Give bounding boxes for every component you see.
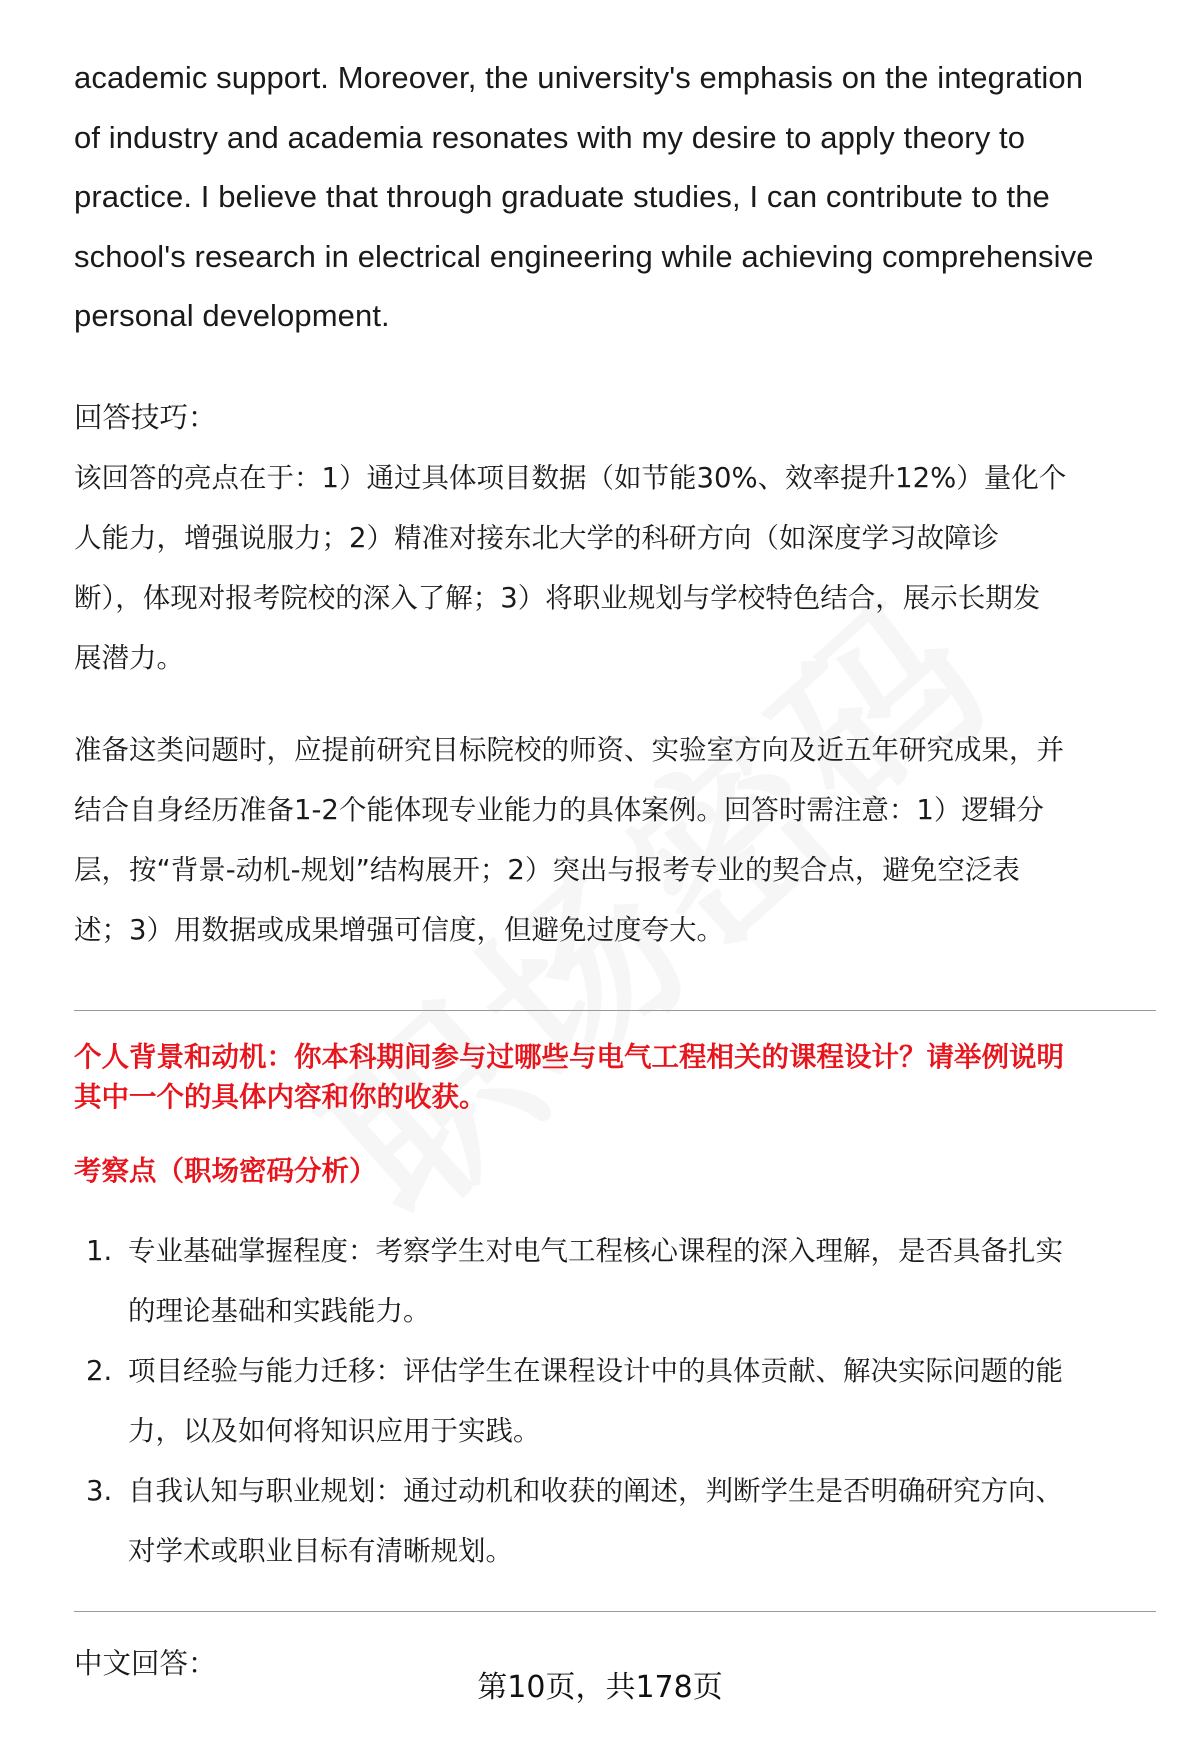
tips-line: 展潜力。 (74, 641, 184, 674)
tips-paragraph-2 (74, 720, 1156, 960)
english-answer-line: of industry and academia resonates with my desire to apply theory to (74, 119, 1026, 155)
english-answer-line: practice. I believe that through graduate studies, I can contribute to the (74, 179, 1050, 214)
list-item-line: 自我认知与职业规划：通过动机和收获的阐述，判断学生是否明确研究方向、 (128, 1474, 1063, 1507)
tips-line: 断），体现对报考院校的深入了解；3）将职业规划与学校特色结合，展示长期发 (74, 581, 1041, 614)
list-item-line: 对学术或职业目标有清晰规划。 (128, 1534, 513, 1567)
english-answer-line: personal development. (74, 298, 390, 333)
list-number: 1. (86, 1234, 113, 1267)
question-block (74, 1037, 1156, 1117)
list-item-line: 的理论基础和实践能力。 (128, 1294, 431, 1327)
focus-heading: 考察点（职场密码分析） (74, 1154, 377, 1187)
focus-list (74, 1221, 1156, 1581)
list-number: 2. (86, 1354, 113, 1387)
tips-line: 述；3）用数据或成果增强可信度，但避免过度夸大。 (74, 913, 724, 946)
tips-line: 人能力，增强说服力；2）精准对接东北大学的科研方向（如深度学习故障诊 (74, 521, 999, 554)
chinese-answer-label: 中文回答： (74, 1646, 217, 1680)
tips-line: 结合自身经历准备1-2个能体现专业能力的具体案例。回答时需注意：1）逻辑分 (74, 793, 1044, 826)
list-item (74, 1221, 1156, 1341)
list-item (74, 1341, 1156, 1461)
tips-paragraph-1 (74, 448, 1156, 688)
page-number-footer: 第10页，共178页 (477, 1670, 723, 1705)
list-item (74, 1461, 1156, 1581)
english-answer (74, 48, 1156, 346)
list-item-line: 力，以及如何将知识应用于实践。 (128, 1414, 541, 1447)
english-answer-line: school's research in electrical engineering while achieving comprehensive (74, 238, 1094, 274)
tips-line: 该回答的亮点在于：1）通过具体项目数据（如节能30%、效率提升12%）量化个 (74, 461, 1067, 494)
tips-label: 回答技巧： (74, 400, 217, 434)
english-answer-line: academic support. Moreover, the university's emphasis on the integration (74, 60, 1084, 95)
list-item-line: 专业基础掌握程度：考察学生对电气工程核心课程的深入理解，是否具备扎实 (128, 1234, 1063, 1267)
tips-line: 层，按“背景-动机-规划”结构展开；2）突出与报考专业的契合点，避免空泛表 (74, 853, 1020, 886)
question-line: 个人背景和动机：你本科期间参与过哪些与电气工程相关的课程设计？请举例说明 (74, 1040, 1064, 1073)
question-line: 其中一个的具体内容和你的收获。 (74, 1080, 487, 1113)
tips-line: 准备这类问题时，应提前研究目标院校的师资、实验室方向及近五年研究成果，并 (74, 733, 1064, 766)
document-page (74, 48, 1156, 1694)
list-item-line: 项目经验与能力迁移：评估学生在课程设计中的具体贡献、解决实际问题的能 (128, 1354, 1063, 1387)
list-number: 3. (86, 1474, 113, 1507)
